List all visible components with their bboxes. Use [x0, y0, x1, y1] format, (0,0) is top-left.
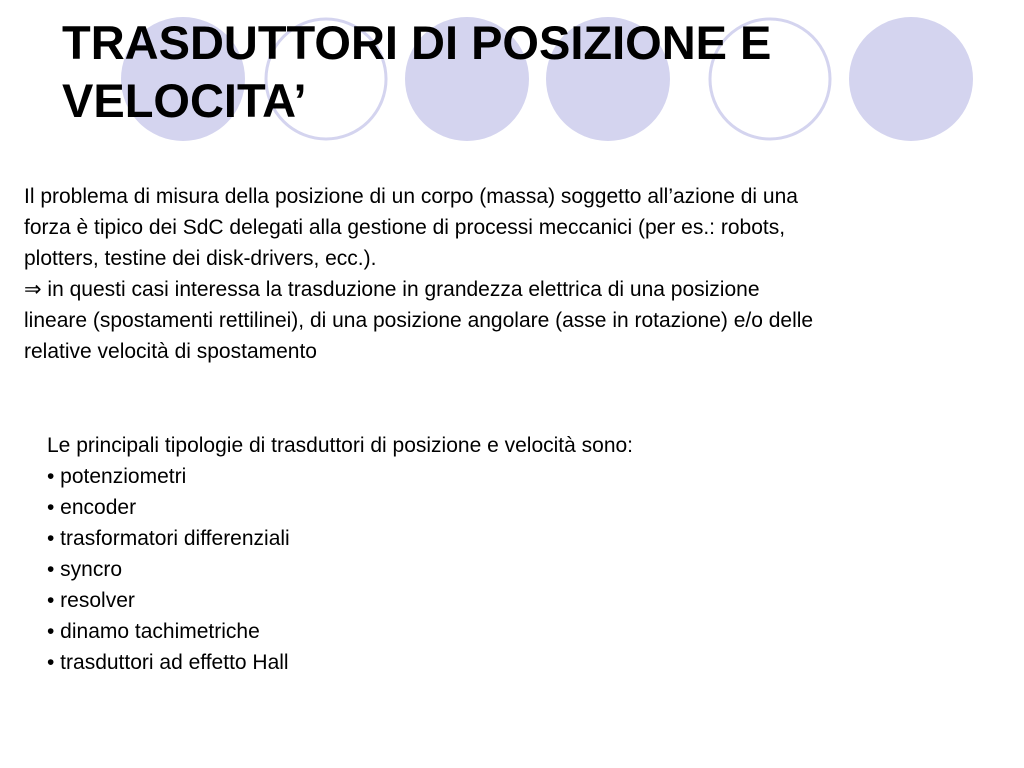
list-item: • syncro: [47, 558, 123, 581]
slide-title: [62, 14, 962, 130]
intro-line: relative velocità di spostamento: [24, 340, 317, 363]
intro-line: plotters, testine dei disk-drivers, ecc.).: [24, 247, 377, 270]
intro-line: ⇒ in questi casi interessa la trasduzione in grandezza elettrica di una posizione: [24, 278, 760, 301]
list-item: • encoder: [47, 496, 137, 519]
slide-title-line: TRASDUTTORI DI POSIZIONE E: [62, 16, 772, 69]
list-item: • trasformatori differenziali: [47, 527, 290, 550]
list-item: • potenziometri: [47, 465, 187, 488]
list-lead: Le principali tipologie di trasduttori di posizione e velocità sono:: [47, 434, 634, 457]
intro-line: forza è tipico dei SdC delegati alla gestione di processi meccanici (per es.: robots,: [24, 216, 786, 239]
intro-paragraph: [24, 181, 1009, 367]
list-item: • resolver: [47, 589, 135, 612]
slide-title-line: VELOCITA’: [62, 74, 307, 127]
intro-line: Il problema di misura della posizione di un corpo (massa) soggetto all’azione di una: [24, 185, 798, 208]
intro-line: lineare (spostamenti rettilinei), di una posizione angolare (asse in rotazione) e/o delle: [24, 309, 814, 332]
list-item: • trasduttori ad effetto Hall: [47, 651, 289, 674]
transducer-types-block: [47, 430, 947, 678]
transducer-types-list: [47, 461, 947, 678]
list-item: • dinamo tachimetriche: [47, 620, 260, 643]
